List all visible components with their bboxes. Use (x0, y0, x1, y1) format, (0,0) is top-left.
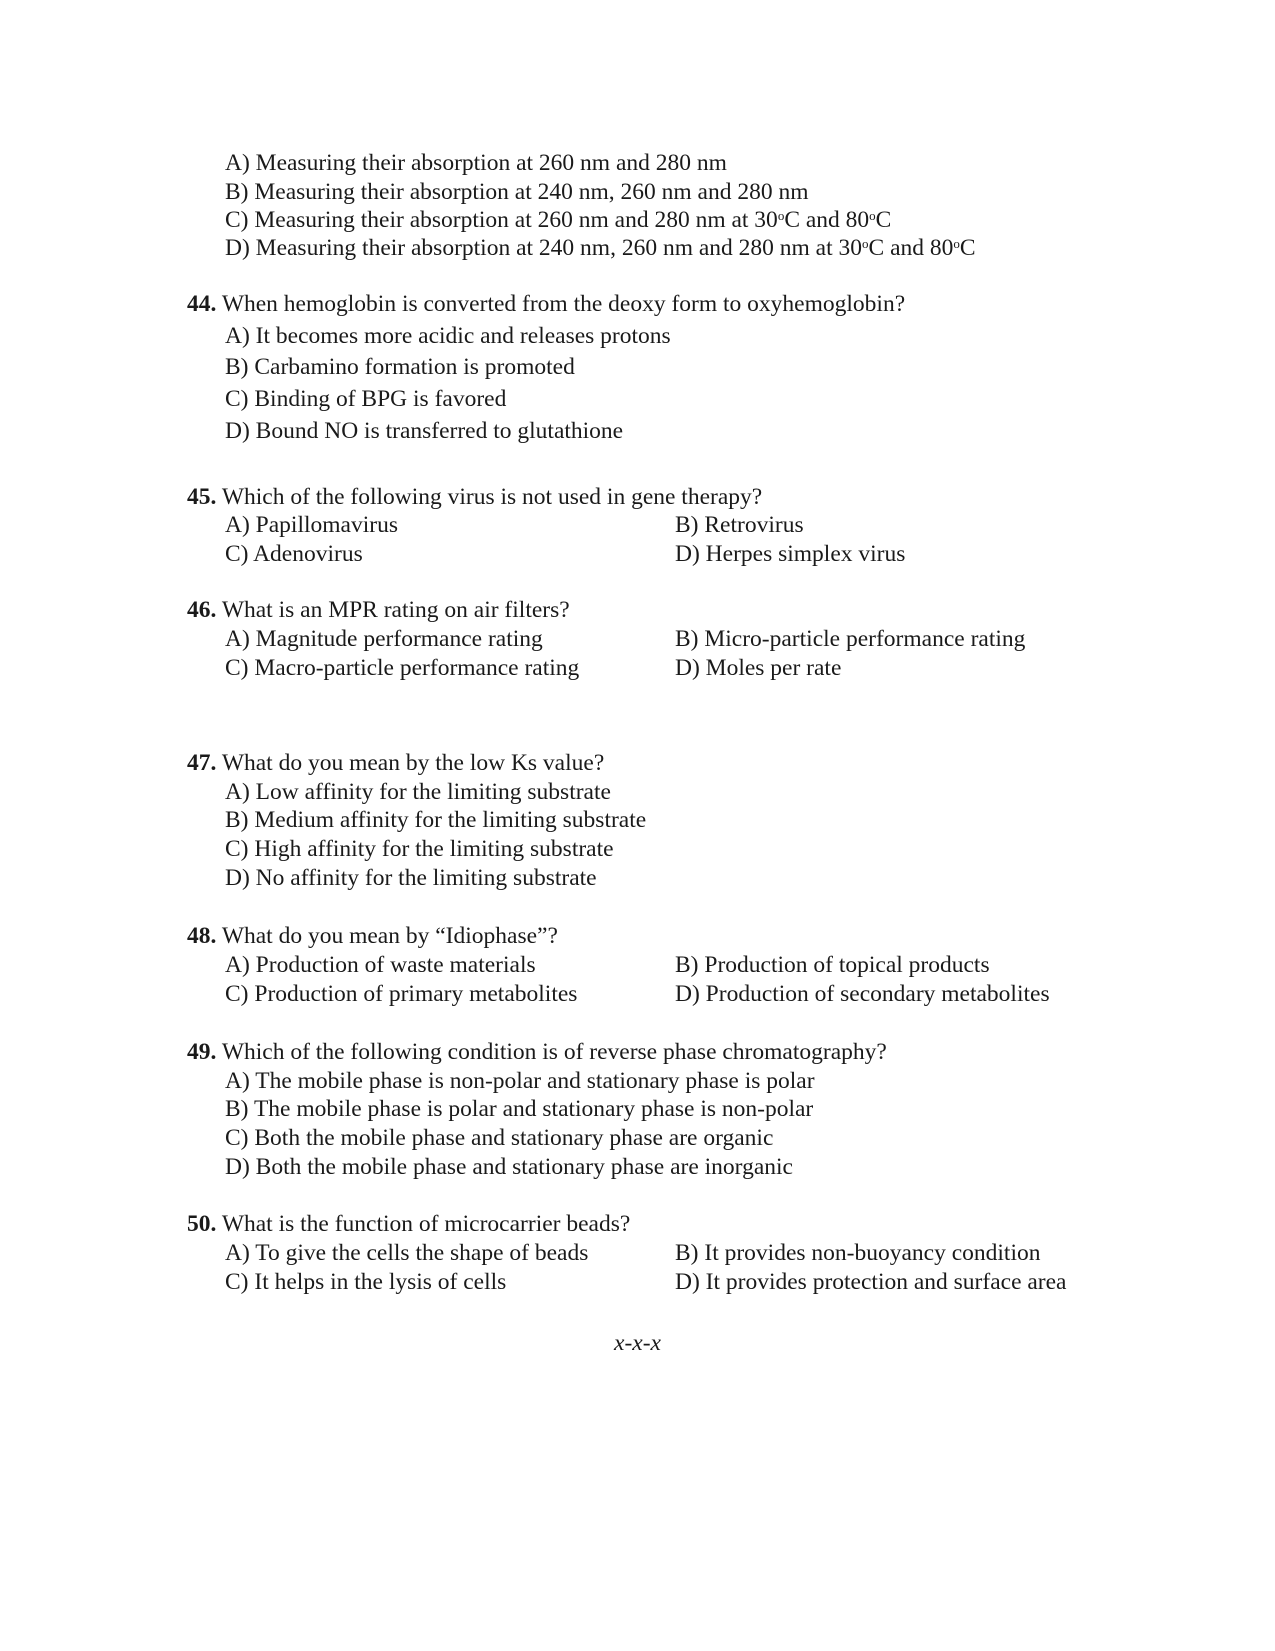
end-marker: x-x-x (614, 1330, 661, 1356)
q43-option-c: C) Measuring their absorption at 260 nm and 280 nm at 30$^o$C and 80$^o$C (225, 207, 892, 233)
question-number: 49. (187, 1039, 217, 1065)
question-47 (187, 749, 604, 777)
q47-option-c: C) High affinity for the limiting substrate (225, 836, 614, 862)
degree-symbol: o (953, 236, 960, 252)
question-text: What do you mean by the low Ks value? (216, 750, 605, 776)
degree-symbol: o (862, 236, 869, 252)
question-number: 47. (187, 750, 217, 776)
q49-option-c: C) Both the mobile phase and stationary phase are organic (225, 1125, 774, 1151)
q44-option-a: A) It becomes more acidic and releases protons (225, 323, 671, 349)
q43-option-a: A) Measuring their absorption at 260 nm and 280 nm (225, 150, 727, 176)
question-number: 50. (187, 1211, 217, 1237)
q48-option-d: D) Production of secondary metabolites (675, 981, 1050, 1007)
question-45 (187, 483, 762, 511)
q48-option-c: C) Production of primary metabolites (225, 981, 578, 1007)
question-number: 44. (187, 291, 217, 317)
question-text: When hemoglobin is converted from the deoxy form to oxyhemoglobin? (216, 291, 906, 317)
q50-option-c: C) It helps in the lysis of cells (225, 1269, 507, 1295)
question-text: Which of the following virus is not used in gene therapy? (216, 484, 763, 510)
q49-option-b: B) The mobile phase is polar and stationary phase is non-polar (225, 1096, 814, 1122)
q48-option-a: A) Production of waste materials (225, 952, 536, 978)
q46-option-a: A) Magnitude performance rating (225, 626, 543, 652)
q50-option-d: D) It provides protection and surface area (675, 1269, 1067, 1295)
q46-option-d: D) Moles per rate (675, 655, 842, 681)
question-text: What do you mean by “Idiophase”? (216, 923, 558, 949)
q45-option-d: D) Herpes simplex virus (675, 541, 906, 567)
q49-option-a: A) The mobile phase is non-polar and stationary phase is polar (225, 1068, 815, 1094)
q47-option-b: B) Medium affinity for the limiting substrate (225, 807, 647, 833)
q47-option-a: A) Low affinity for the limiting substrate (225, 779, 611, 805)
question-50 (187, 1210, 630, 1238)
question-text: What is an MPR rating on air filters? (216, 597, 570, 623)
q45-option-b: B) Retrovirus (675, 512, 804, 538)
question-44 (187, 290, 905, 318)
question-number: 45. (187, 484, 217, 510)
question-text: Which of the following condition is of reverse phase chromatography? (216, 1039, 887, 1065)
question-46 (187, 596, 570, 624)
q50-option-b: B) It provides non-buoyancy condition (675, 1240, 1041, 1266)
q44-option-c: C) Binding of BPG is favored (225, 386, 507, 412)
q49-option-d: D) Both the mobile phase and stationary phase are inorganic (225, 1154, 793, 1180)
question-48 (187, 922, 558, 950)
q44-option-d: D) Bound NO is transferred to glutathione (225, 418, 624, 444)
q48-option-b: B) Production of topical products (675, 952, 990, 978)
q46-option-b: B) Micro-particle performance rating (675, 626, 1026, 652)
q47-option-d: D) No affinity for the limiting substrate (225, 865, 597, 891)
q45-option-c: C) Adenovirus (225, 541, 363, 567)
question-49 (187, 1038, 887, 1066)
q46-option-c: C) Macro-particle performance rating (225, 655, 580, 681)
question-text: What is the function of microcarrier beads? (216, 1211, 631, 1237)
q44-option-b: B) Carbamino formation is promoted (225, 354, 575, 380)
q45-option-a: A) Papillomavirus (225, 512, 398, 538)
q43-option-b: B) Measuring their absorption at 240 nm, 260 nm and 280 nm (225, 179, 809, 205)
degree-symbol: o (869, 208, 876, 224)
degree-symbol: o (777, 208, 785, 224)
q50-option-a: A) To give the cells the shape of beads (225, 1240, 589, 1266)
question-number: 46. (187, 597, 217, 623)
question-number: 48. (187, 923, 217, 949)
q43-option-d: D) Measuring their absorption at 240 nm, 260 nm and 280 nm at 30$^o$C and 80$^o$C (225, 235, 976, 261)
